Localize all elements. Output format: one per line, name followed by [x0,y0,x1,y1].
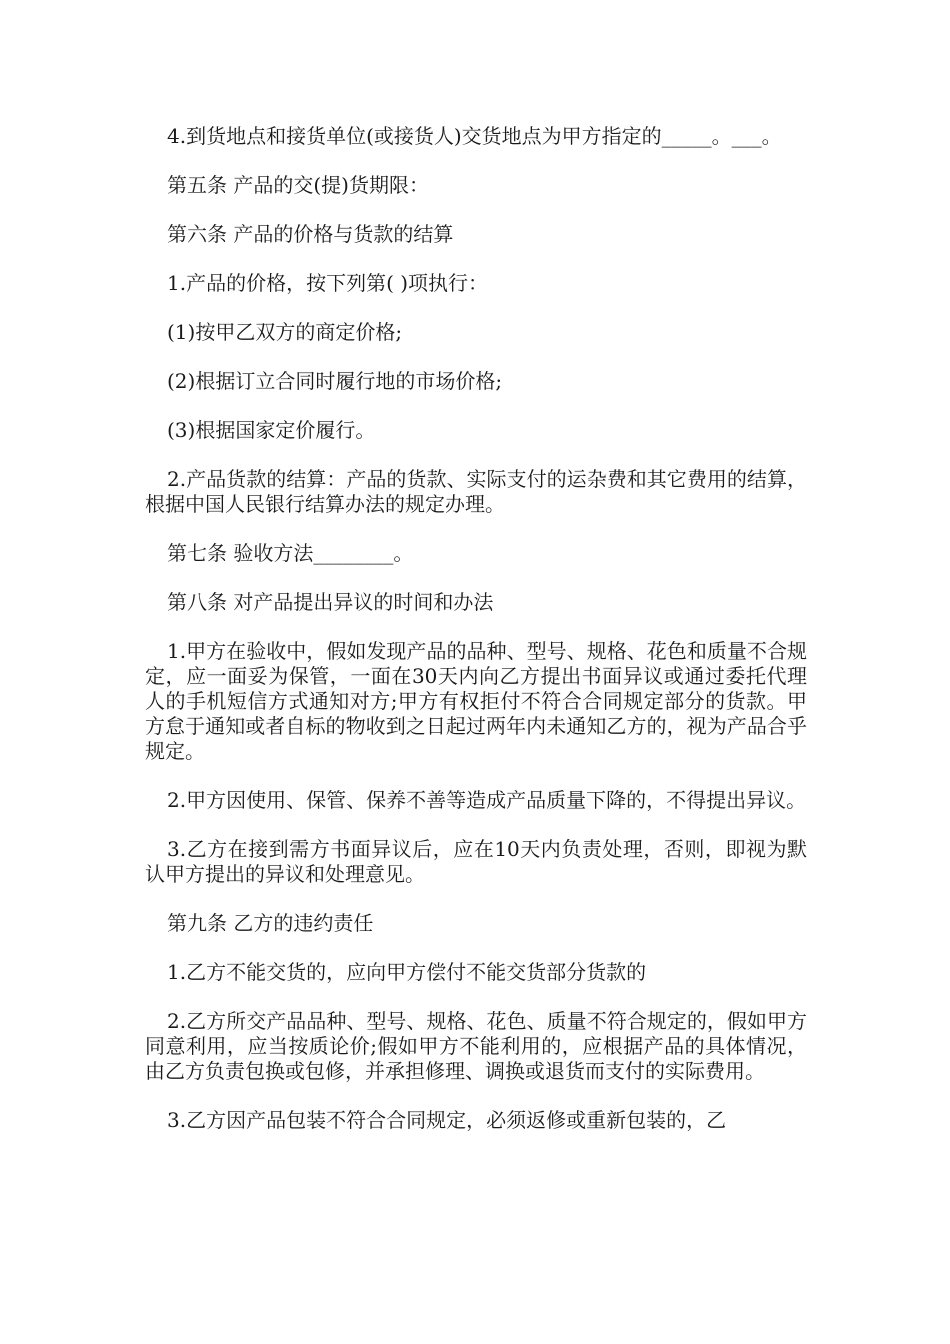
paragraph-objection-1: 1.甲方在验收中，假如发现产品的品种、型号、规格、花色和质量不合规定，应一面妥为保管，一面在30天内向乙方提出书面异议或通过委托代理人的手机短信方式通知对方;甲方有权拒付不符合合同规定部分的货款。甲方怠于通知或者自标的物收到之日起过两年内未通知乙方的，视为产品合乎规定。 [145,639,807,763]
paragraph-payment-settlement: 2.产品货款的结算：产品的货款、实际支付的运杂费和其它费用的结算，根据中国人民银行结算办法的规定办理。 [145,467,807,516]
paragraph-price-option-3: (3)根据国家定价履行。 [167,418,376,442]
article-6-heading: 第六条 产品的价格与货款的结算 [167,222,454,246]
paragraph-liability-2: 2.乙方所交产品品种、型号、规格、花色、质量不符合规定的，假如甲方同意利用，应当按质论价;假如甲方不能利用的，应根据产品的具体情况，由乙方负责包换或包修，并承担修理、调换或退货而支付的实际费用。 [145,1009,807,1083]
paragraph-price-method: 1.产品的价格，按下列第( )项执行： [167,271,489,295]
article-7-heading: 第七条 验收方法________。 [167,541,414,565]
article-5-heading: 第五条 产品的交(提)货期限： [167,173,429,197]
paragraph-delivery-location: 4.到货地点和接货单位(或接货人)交货地点为甲方指定的_____。___。 [167,124,782,148]
paragraph-liability-1: 1.乙方不能交货的，应向甲方偿付不能交货部分货款的 [167,960,647,984]
document-body [145,124,807,1157]
article-9-heading: 第九条 乙方的违约责任 [167,911,374,935]
paragraph-price-option-2: (2)根据订立合同时履行地的市场价格; [167,369,503,393]
paragraph-objection-3: 3.乙方在接到需方书面异议后，应在10天内负责处理，否则，即视为默认甲方提出的异议和处理意见。 [145,837,807,886]
article-8-heading: 第八条 对产品提出异议的时间和办法 [167,590,494,614]
paragraph-objection-2: 2.甲方因使用、保管、保养不善等造成产品质量下降的，不得提出异议。 [167,788,807,812]
paragraph-liability-3: 3.乙方因产品包装不符合合同规定，必须返修或重新包装的，乙 [167,1108,727,1132]
paragraph-price-option-1: (1)按甲乙双方的商定价格; [167,320,403,344]
